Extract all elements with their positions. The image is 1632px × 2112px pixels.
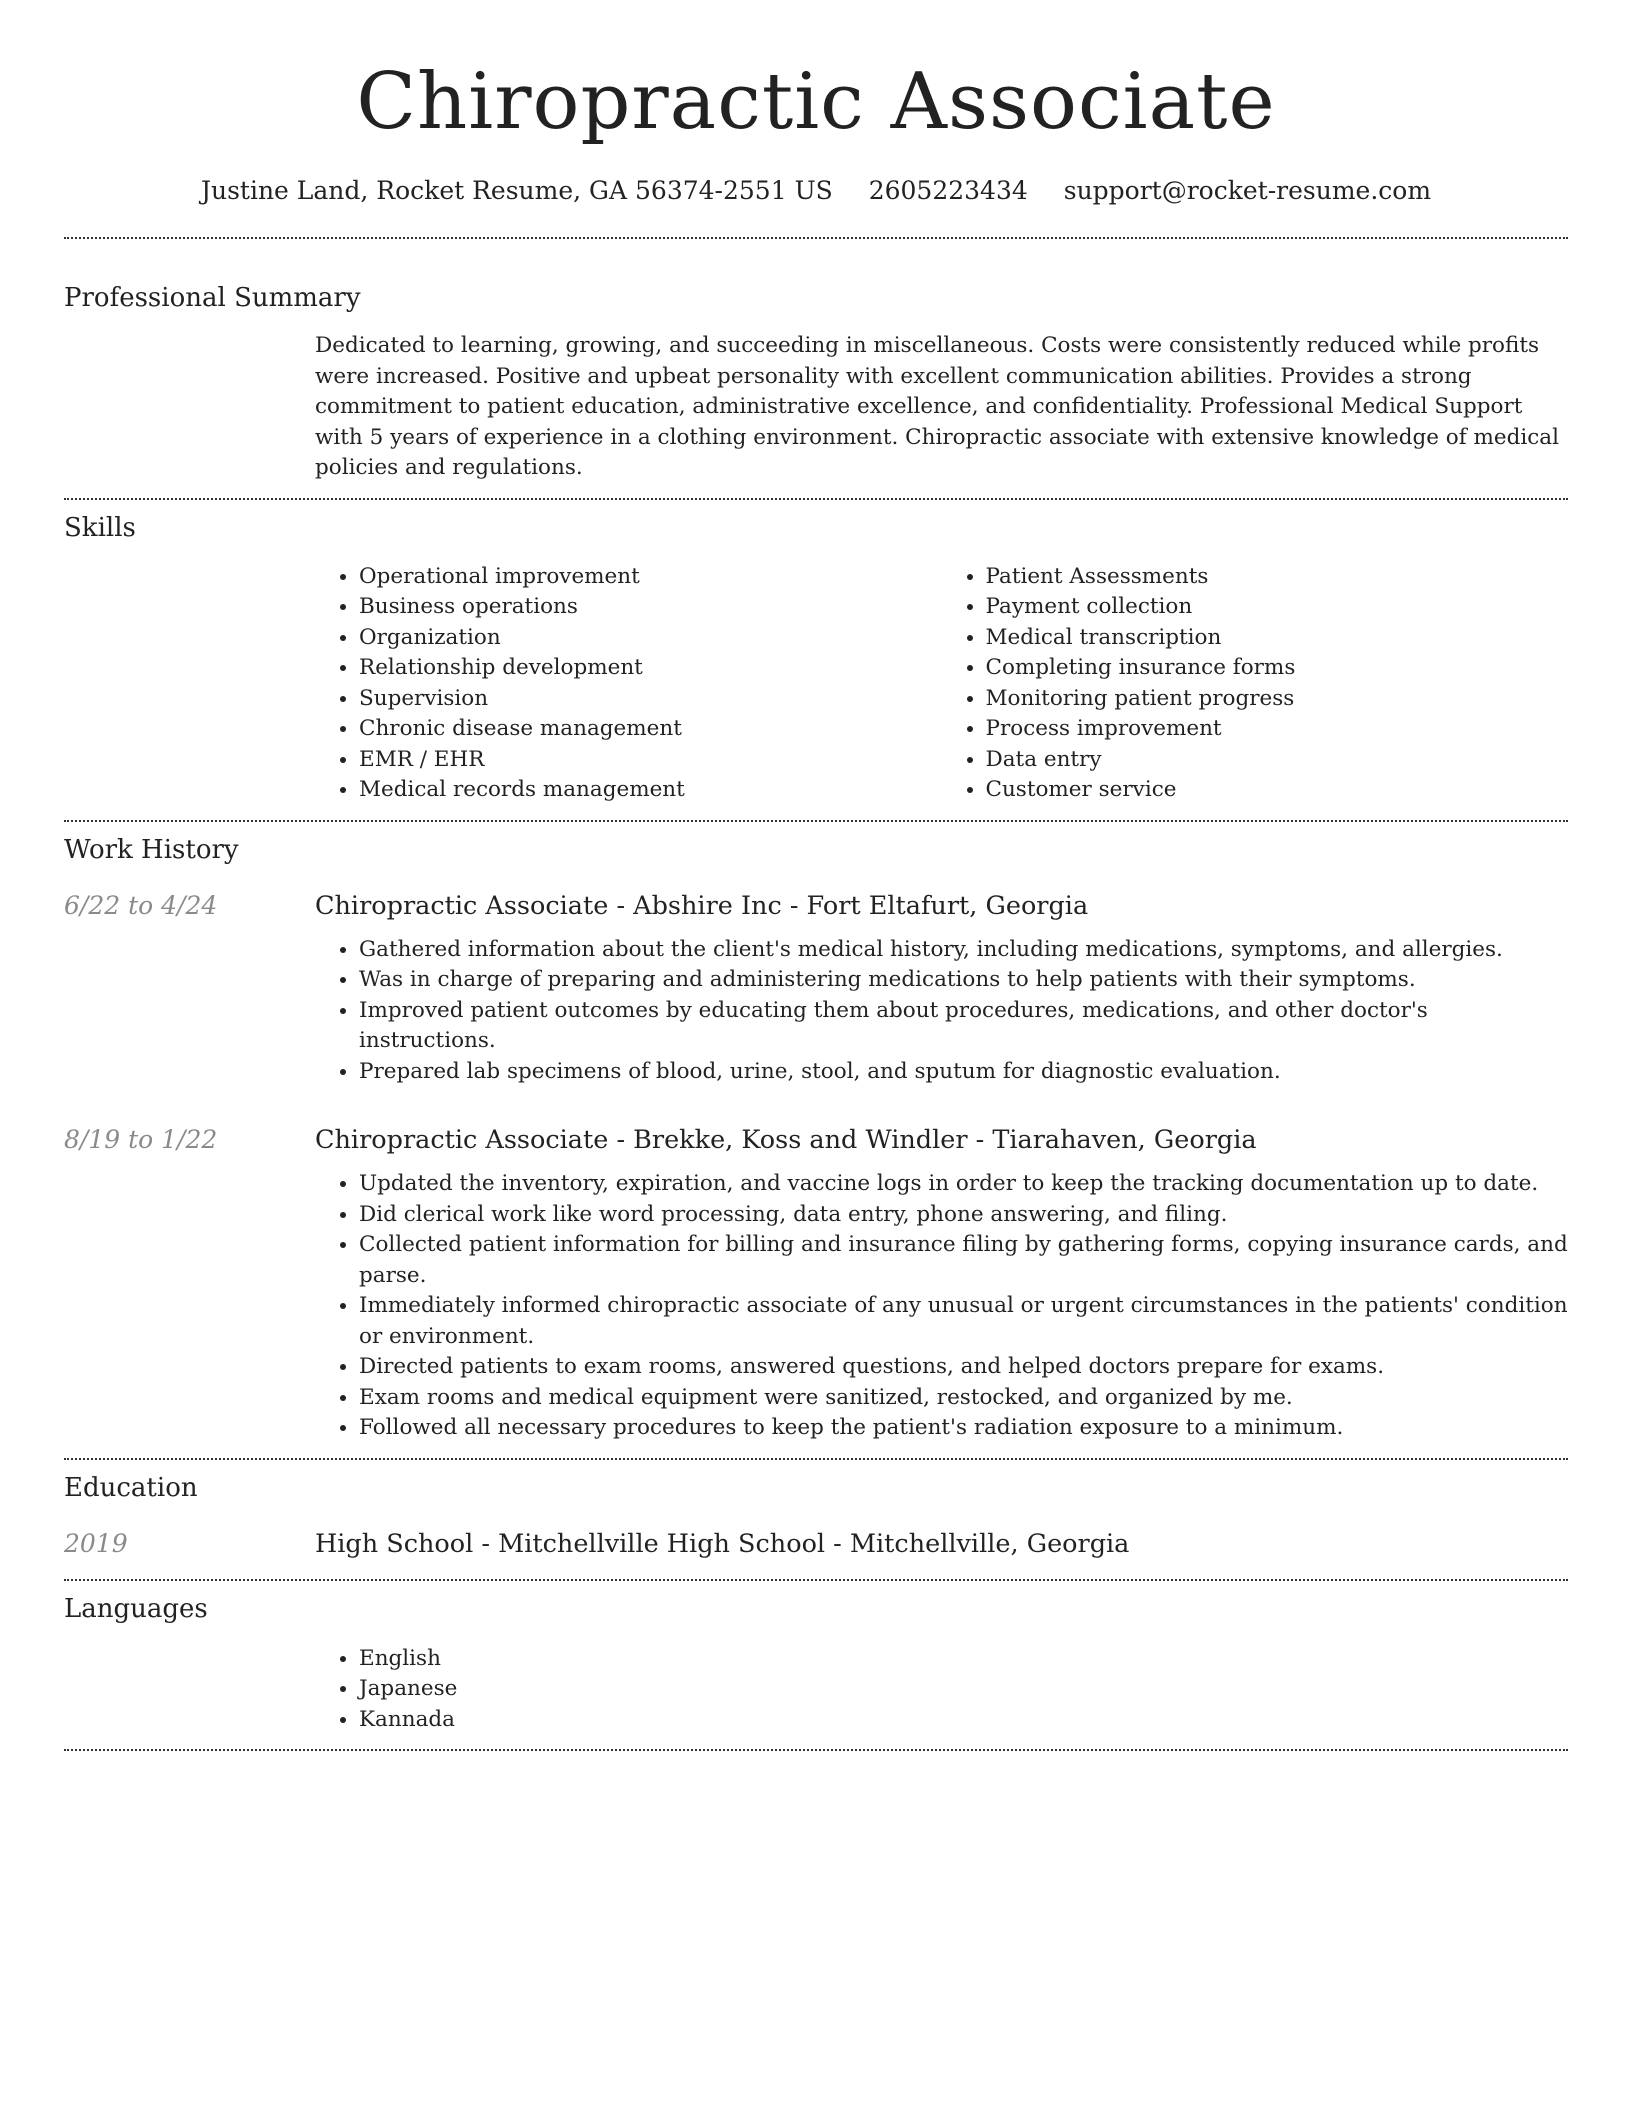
- job-bullets: [315, 1169, 1568, 1444]
- job-bullet: • Immediately informed chiropractic associate of any unusual or urgent circumstances in the patients' condition or environment.: [359, 1291, 1568, 1352]
- job-bullet: • Updated the inventory, expiration, and vaccine logs in order to keep the tracking documentation up to date.: [359, 1169, 1568, 1200]
- job-dates: 8/19 to 1/22: [64, 1125, 218, 1154]
- education-year: 2019: [64, 1528, 128, 1558]
- skill-item: • Monitoring patient progress: [986, 684, 1569, 715]
- section-title-summary: Professional Summary: [64, 283, 361, 313]
- contact-address: Justine Land, Rocket Resume, GA 56374-2551 US: [200, 176, 833, 205]
- job-bullet: • Exam rooms and medical equipment were sanitized, restocked, and organized by me.: [359, 1383, 1568, 1414]
- skill-item: • Chronic disease management: [359, 714, 942, 745]
- divider: [64, 237, 1568, 239]
- section-title-education: Education: [64, 1472, 198, 1503]
- skill-item: • Medical transcription: [986, 623, 1569, 654]
- skill-item: • Business operations: [359, 592, 942, 623]
- job-bullets: [315, 935, 1568, 1088]
- contact-email: support@rocket-resume.com: [1063, 176, 1432, 205]
- language-item: • Kannada: [359, 1705, 1568, 1736]
- skill-item: • Payment collection: [986, 592, 1569, 623]
- skills-right-column: [942, 562, 1569, 806]
- skill-item: • Customer service: [986, 775, 1569, 806]
- skill-item: • Medical records management: [359, 775, 942, 806]
- skill-item: • Organization: [359, 623, 942, 654]
- skill-item: • Data entry: [986, 745, 1569, 776]
- skill-item: • EMR / EHR: [359, 745, 942, 776]
- job-bullet: • Directed patients to exam rooms, answered questions, and helped doctors prepare for exams.: [359, 1352, 1568, 1383]
- job-dates: 6/22 to 4/24: [64, 890, 218, 920]
- job-bullet: • Improved patient outcomes by educating them about procedures, medications, and other doctor's instructions.: [359, 996, 1568, 1057]
- divider: [64, 1458, 1568, 1460]
- job-bullet: • Did clerical work like word processing, data entry, phone answering, and filing.: [359, 1200, 1568, 1231]
- language-item: • Japanese: [359, 1674, 1568, 1705]
- job-title: Chiropractic Associate - Brekke, Koss and Windler - Tiarahaven, Georgia: [315, 1125, 1257, 1155]
- skills-left-column: [315, 562, 942, 806]
- divider: [64, 1579, 1568, 1581]
- divider: [64, 1749, 1568, 1751]
- skill-item: • Process improvement: [986, 714, 1569, 745]
- skill-item: • Supervision: [359, 684, 942, 715]
- job-bullet: • Prepared lab specimens of blood, urine, stool, and sputum for diagnostic evaluation.: [359, 1057, 1568, 1088]
- section-title-skills: Skills: [64, 512, 136, 543]
- job-title: Chiropractic Associate - Abshire Inc - Fort Eltafurt, Georgia: [315, 890, 1089, 921]
- divider: [64, 820, 1568, 822]
- resume-title: Chiropractic Associate: [356, 57, 1276, 147]
- job-entry: [64, 1123, 1568, 1157]
- skill-item: • Patient Assessments: [986, 562, 1569, 593]
- skills-list: [315, 562, 1568, 806]
- job-entry: [64, 889, 1568, 923]
- job-bullet: • Gathered information about the client's medical history, including medications, symptoms, and allergies.: [359, 935, 1568, 966]
- job-bullet: • Collected patient information for billing and insurance filing by gathering forms, copying insurance cards, and parse.: [359, 1230, 1568, 1291]
- resume-page: [64, 0, 1568, 1751]
- contact-phone: 2605223434: [868, 176, 1028, 205]
- language-item: • English: [359, 1644, 1568, 1675]
- job-bullet: • Was in charge of preparing and administering medications to help patients with their symptoms.: [359, 965, 1568, 996]
- skill-item: • Operational improvement: [359, 562, 942, 593]
- section-title-work-history: Work History: [64, 834, 239, 865]
- section-title-languages: Languages: [64, 1593, 208, 1624]
- skill-item: • Relationship development: [359, 653, 942, 684]
- skill-item: • Completing insurance forms: [986, 653, 1569, 684]
- education-entry: [64, 1527, 1568, 1561]
- divider: [64, 498, 1568, 500]
- job-bullet: • Followed all necessary procedures to keep the patient's radiation exposure to a minimum.: [359, 1413, 1568, 1444]
- summary-text: Dedicated to learning, growing, and succeeding in miscellaneous. Costs were consistently reduced while profits were increased. Positive and upbeat personality with excellent communication abilities. Provides a strong commitment to patient education, administrative excellence, and confidentiality. Professional Medical Support with 5 years of experience in a clothing environment. Chiropractic associate with extensive knowledge of medical policies and regulations.: [315, 333, 1559, 480]
- contact-line: [64, 174, 1568, 208]
- languages-list: [315, 1644, 1568, 1736]
- education-school: High School - Mitchellville High School - Mitchellville, Georgia: [315, 1528, 1130, 1559]
